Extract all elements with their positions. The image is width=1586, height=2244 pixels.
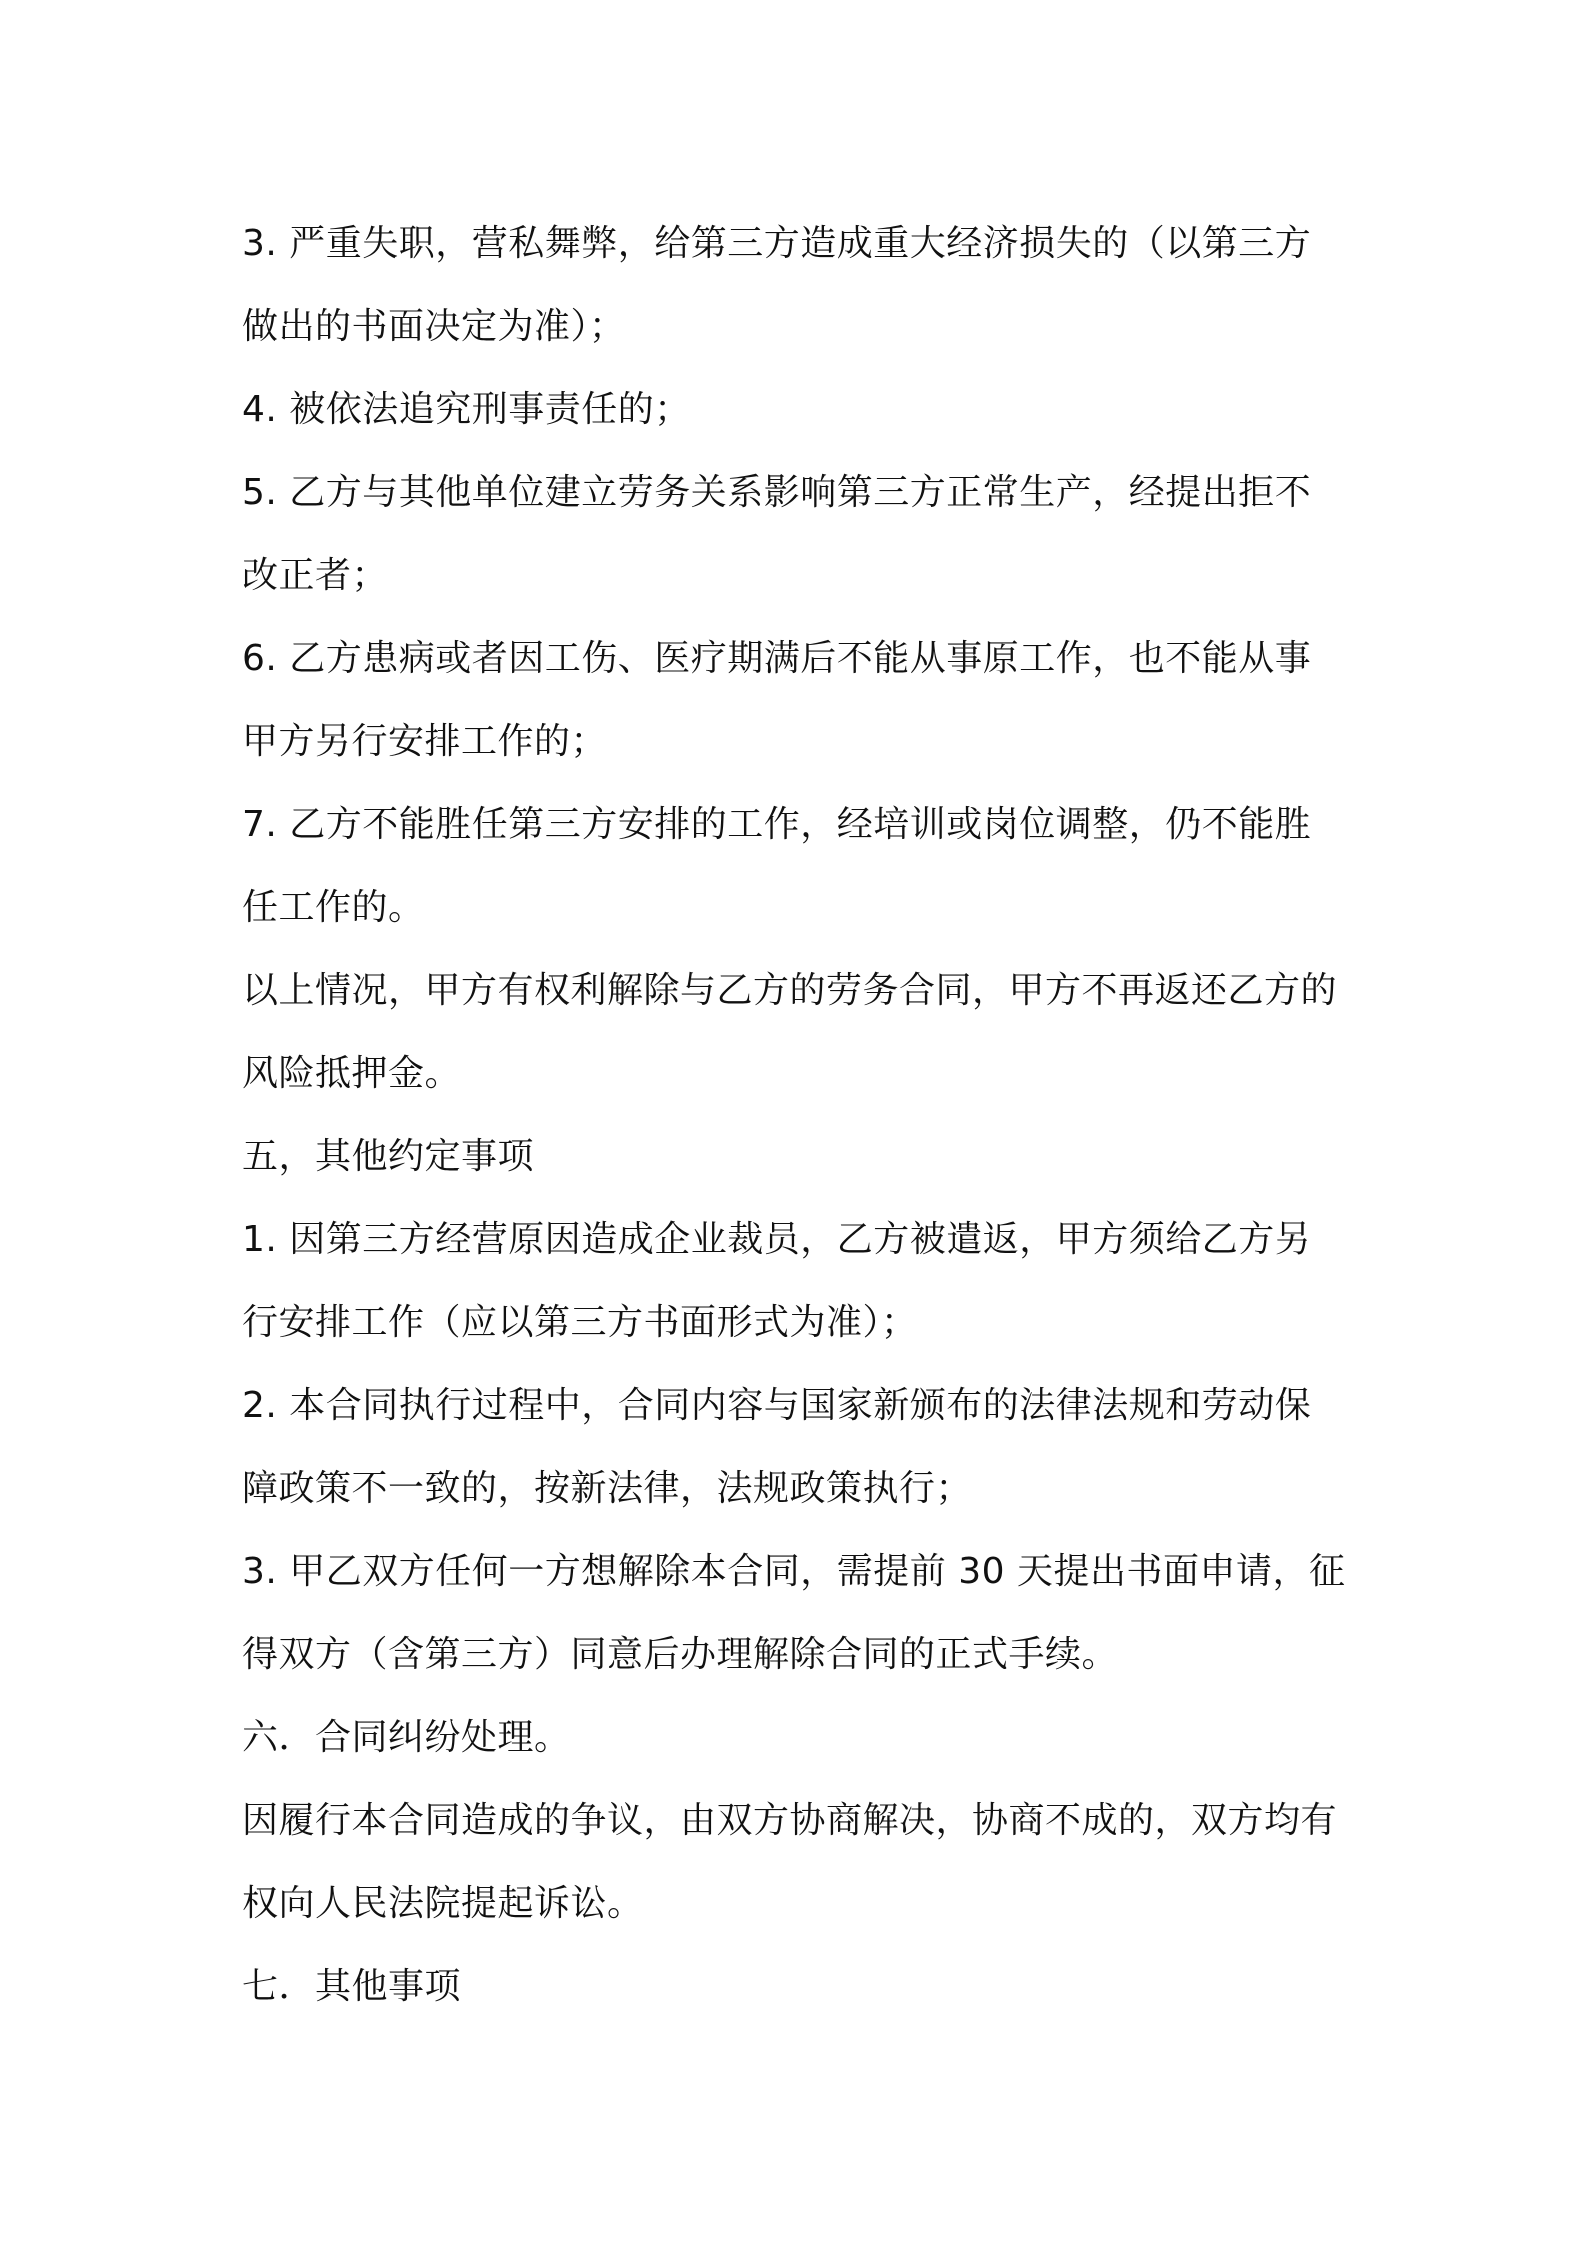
clause-3-line-2: 做出的书面决定为准）； — [242, 306, 626, 347]
section-5-item-1-line-2: 行安排工作（应以第三方书面形式为准）； — [242, 1302, 918, 1343]
section-5-item-1-line-1: 1. 因第三方经营原因造成企业裁员，乙方被遣返，甲方须给乙方另 — [242, 1219, 1312, 1260]
clause-4: 4. 被依法追究刑事责任的； — [242, 389, 691, 430]
section-6-paragraph-line-2: 权向人民法院提起诉讼。 — [242, 1883, 644, 1924]
clause-5-line-2: 改正者； — [242, 555, 389, 596]
section-5-heading: 五，其他约定事项 — [242, 1136, 535, 1177]
section-5-item-3-line-1: 3. 甲乙双方任何一方想解除本合同，需提前 30 天提出书面申请，征 — [242, 1551, 1346, 1592]
section-5-item-2-line-1: 2. 本合同执行过程中，合同内容与国家新颁布的法律法规和劳动保 — [242, 1385, 1312, 1426]
summary-paragraph-line-2: 风险抵押金。 — [242, 1053, 462, 1094]
clause-3-line-1: 3. 严重失职，营私舞弊，给第三方造成重大经济损失的（以第三方 — [242, 223, 1312, 264]
clause-6-line-1: 6. 乙方患病或者因工伤、医疗期满后不能从事原工作，也不能从事 — [242, 638, 1312, 679]
section-7-heading: 七．其他事项 — [242, 1966, 462, 2007]
summary-paragraph-line-1: 以上情况，甲方有权利解除与乙方的劳务合同，甲方不再返还乙方的 — [242, 970, 1338, 1011]
contract-page-body — [242, 202, 1352, 2028]
section-6-heading: 六．合同纠纷处理。 — [242, 1717, 571, 1758]
clause-7-line-1: 7. 乙方不能胜任第三方安排的工作，经培训或岗位调整，仍不能胜 — [242, 804, 1312, 845]
section-5-item-2-line-2: 障政策不一致的，按新法律，法规政策执行； — [242, 1468, 973, 1509]
clause-5-line-1: 5. 乙方与其他单位建立劳务关系影响第三方正常生产，经提出拒不 — [242, 472, 1312, 513]
clause-6-line-2: 甲方另行安排工作的； — [242, 721, 608, 762]
section-5-item-3-line-2: 得双方（含第三方）同意后办理解除合同的正式手续。 — [242, 1634, 1119, 1675]
section-6-paragraph-line-1: 因履行本合同造成的争议，由双方协商解决，协商不成的，双方均有 — [242, 1800, 1338, 1841]
clause-7-line-2: 任工作的。 — [242, 887, 425, 928]
